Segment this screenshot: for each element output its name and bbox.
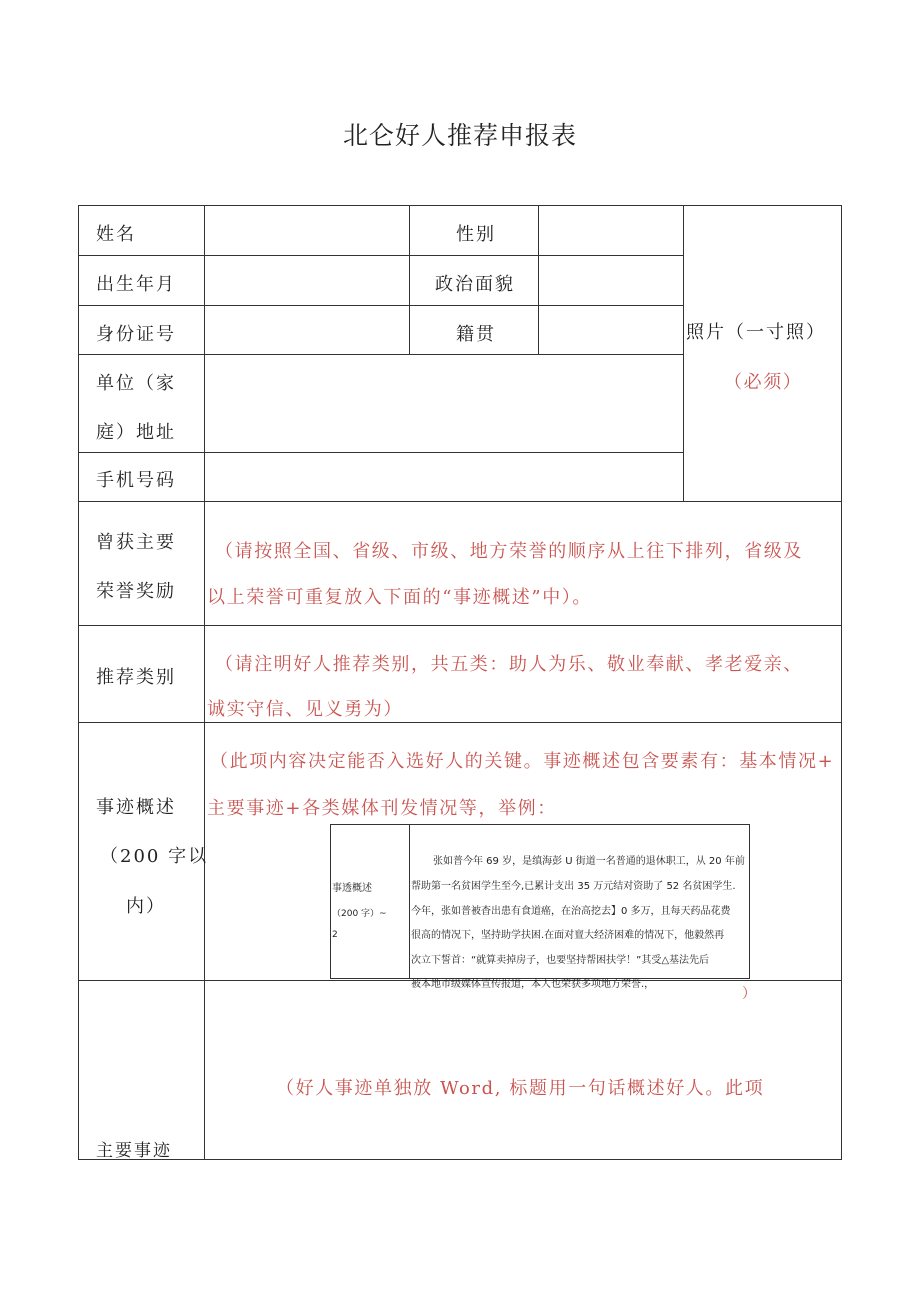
summary-note-line1: （此项内容决定能否入选好人的关键。事迹概述包含要素有：基本情况+ (210, 751, 835, 772)
category-note-line2: 诚实守信、见义勇为） (207, 699, 403, 720)
example-text-line: 很高的情况下，坚持助学扶困.在面对亶大经济困难的情况下，他毅然再 (411, 930, 725, 941)
phone-label: 手机号码 (96, 470, 176, 491)
politics-label: 政治面貌 (435, 274, 515, 295)
address-label-line1: 单位（家 (96, 373, 176, 394)
example-label-line1: 事透概述 (332, 883, 372, 894)
example-label-line2: （200 字）~ (332, 909, 387, 919)
gender-label: 性别 (456, 224, 496, 245)
name-label: 姓名 (96, 224, 136, 245)
honors-note-line1: （请按照全国、省级、市级、地方荣誉的顺序从上往下排列，省级及 (215, 541, 803, 562)
summary-field[interactable] (205, 723, 841, 823)
id-number-field[interactable] (205, 306, 409, 354)
summary-label-line2: （200 字以 (100, 846, 209, 867)
address-field[interactable] (205, 355, 683, 452)
address-label-line2: 庭）地址 (96, 422, 176, 443)
summary-label-line1: 事迹概述 (96, 797, 176, 818)
example-divider (409, 825, 410, 978)
native-place-field[interactable] (539, 306, 683, 354)
example-text-line: 张如普今年 69 岁，是缜海彭 U 街道一名普通的退休职工，从 20 年前 (433, 856, 745, 867)
main-deeds-field[interactable] (205, 981, 841, 1061)
category-field[interactable] (205, 626, 841, 722)
gender-field[interactable] (539, 206, 683, 255)
politics-field[interactable] (539, 256, 683, 305)
id-number-label: 身份证号 (96, 324, 176, 345)
honors-note-line2: 以上荣誉可重复放入下面的“事迹概述”中）。 (207, 587, 593, 608)
birth-field[interactable] (205, 256, 409, 305)
main-deeds-note-line1: （好人事迹单独放 Word, 标题用一句话概述好人。此项 (276, 1078, 765, 1099)
photo-label: 照片（一寸照） (686, 322, 826, 343)
honors-label-line2: 荣誉奖励 (96, 581, 176, 602)
name-field[interactable] (205, 206, 409, 255)
honors-label-line1: 曾获主要 (96, 532, 176, 553)
summary-note-line2: 主要事迹+各类媒体刊发情况等，举例： (207, 798, 557, 819)
birth-label: 出生年月 (96, 274, 176, 295)
column-divider (409, 205, 410, 355)
honors-field[interactable] (205, 502, 841, 625)
example-text-line: 被本地市级媒体宣传报道，本人也荣获多项地方荣誉.， (411, 979, 655, 990)
table-border-left (78, 205, 79, 1160)
example-text-line: 帮助第一名贫困学生至今,已累计支出 35 万元结对资助了 52 名贫困学生. (411, 881, 736, 892)
category-note-line1: （请注明好人推荐类别，共五类：助人为乐、敬业奉献、孝老爱亲、 (215, 654, 803, 675)
main-deeds-label: 主要事迹 (96, 1141, 172, 1161)
native-place-label: 籍贯 (456, 324, 496, 345)
table-border-right (841, 205, 842, 1160)
phone-field[interactable] (205, 453, 683, 501)
example-text-line: 次立下誓首：“就算卖掉房子，也要坚持帮困扶学！”其受△基法先后 (411, 955, 710, 966)
example-text-line: 今年，张如普被杳出患有食道癌，在治高挖去】0 多万，且每天药品花费 (411, 906, 731, 917)
photo-upload-area[interactable] (684, 206, 841, 501)
example-label-line3: 2 (332, 930, 338, 940)
table-border-bottom (78, 1159, 842, 1160)
summary-note-close: ） (742, 986, 758, 1002)
page-title: 北仑好人推荐申报表 (342, 121, 577, 150)
category-label: 推荐类别 (96, 667, 176, 688)
summary-label-line3: 内） (126, 896, 166, 917)
photo-required-note: （必须） (724, 372, 803, 393)
